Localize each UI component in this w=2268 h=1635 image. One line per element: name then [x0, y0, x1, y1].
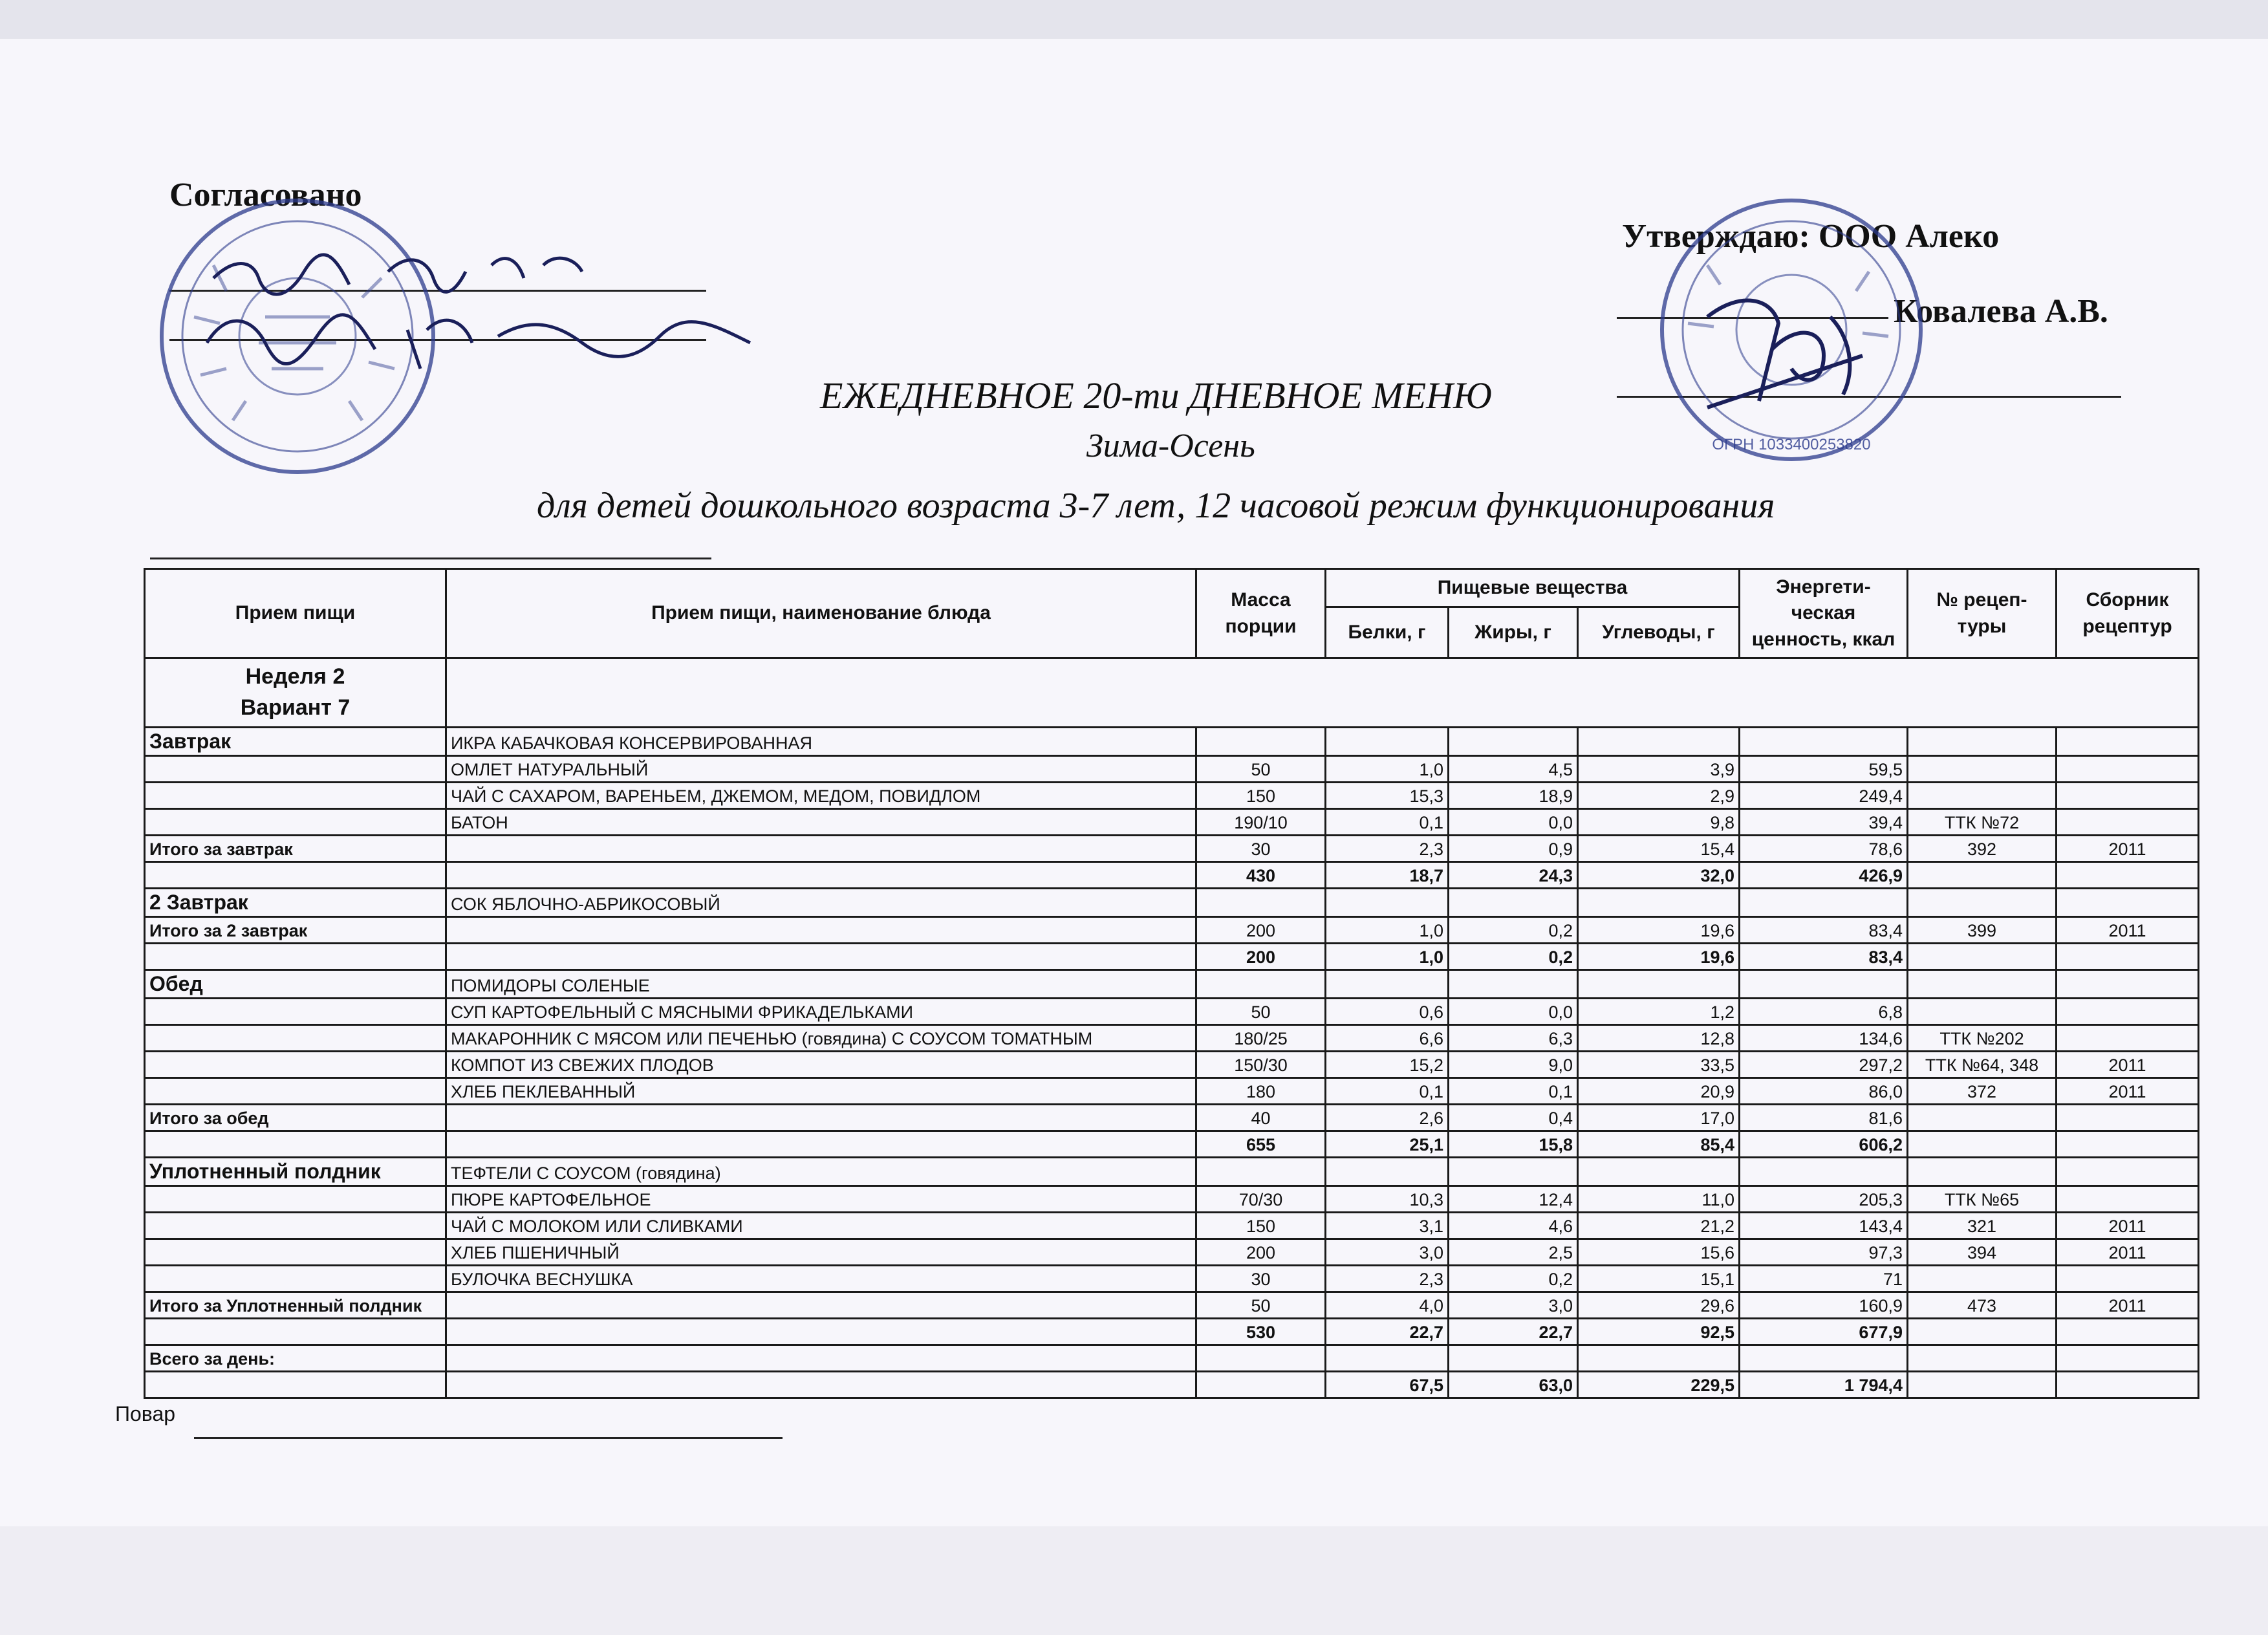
stamp-ogrn-text: ОГРН 1033400253820	[1712, 436, 1871, 453]
cell-protein: 0,1	[1326, 1078, 1449, 1105]
organization-stamp-left	[149, 188, 446, 485]
cell-mass: 150	[1196, 783, 1326, 809]
cell-carbs	[1578, 889, 1740, 917]
cell-fat	[1449, 970, 1578, 999]
cell-energy: 71	[1740, 1266, 1908, 1292]
cell-mass: 190/10	[1196, 809, 1326, 836]
table-row	[145, 728, 2199, 756]
cell-collection	[2057, 970, 2199, 999]
cell-fat: 15,8	[1449, 1131, 1578, 1158]
cell-carbs	[1578, 1158, 1740, 1186]
cell-energy: 78,6	[1740, 836, 1908, 862]
cell-energy: 59,5	[1740, 756, 1908, 783]
cell-protein: 0,6	[1326, 999, 1449, 1025]
cell-meal	[145, 1052, 446, 1078]
cell-meal: Уплотненный полдник	[145, 1158, 446, 1186]
cell-protein: 1,0	[1326, 917, 1449, 944]
cell-mass	[1196, 1158, 1326, 1186]
cell-fat	[1449, 1158, 1578, 1186]
cell-energy: 160,9	[1740, 1292, 1908, 1319]
cell-meal	[145, 862, 446, 889]
cell-recipe: ТТК №65	[1908, 1186, 2057, 1213]
cell-recipe	[1908, 944, 2057, 970]
cell-protein: 2,6	[1326, 1105, 1449, 1131]
cell-fat: 0,2	[1449, 944, 1578, 970]
cell-meal	[145, 809, 446, 836]
menu-season: Зима-Осень	[1086, 428, 1255, 464]
cell-dish: ИКРА КАБАЧКОВАЯ КОНСЕРВИРОВАННАЯ	[446, 728, 1196, 756]
cell-carbs: 2,9	[1578, 783, 1740, 809]
cell-protein: 67,5	[1326, 1372, 1449, 1398]
cell-fat: 0,2	[1449, 1266, 1578, 1292]
cell-carbs: 85,4	[1578, 1131, 1740, 1158]
cell-fat: 0,2	[1449, 917, 1578, 944]
cell-dish: ЧАЙ С САХАРОМ, ВАРЕНЬЕМ, ДЖЕМОМ, МЕДОМ, ПОВИДЛОМ	[446, 783, 1196, 809]
cell-protein: 0,1	[1326, 809, 1449, 836]
cell-dish: КОМПОТ ИЗ СВЕЖИХ ПЛОДОВ	[446, 1052, 1196, 1078]
cell-fat: 0,4	[1449, 1105, 1578, 1131]
table-row	[145, 1105, 2199, 1131]
cell-mass: 180/25	[1196, 1025, 1326, 1052]
cell-dish: БУЛОЧКА ВЕСНУШКА	[446, 1266, 1196, 1292]
table-total-row	[145, 1372, 2199, 1398]
scan-edge-bottom	[0, 1526, 2268, 1635]
cell-meal	[145, 1266, 446, 1292]
cell-energy: 6,8	[1740, 999, 1908, 1025]
cell-meal	[145, 1131, 446, 1158]
cell-energy: 1 794,4	[1740, 1372, 1908, 1398]
cell-carbs: 33,5	[1578, 1052, 1740, 1078]
header-fat: Жиры, г	[1449, 607, 1578, 658]
cell-fat: 22,7	[1449, 1319, 1578, 1345]
approval-right-line1: Утверждаю: ООО Алеко	[1622, 218, 2000, 255]
cell-protein: 25,1	[1326, 1131, 1449, 1158]
table-total-row	[145, 862, 2199, 889]
cell-meal	[145, 1372, 446, 1398]
cell-energy	[1740, 889, 1908, 917]
cell-recipe	[1908, 970, 2057, 999]
cell-collection	[2057, 1105, 2199, 1131]
cell-recipe: 392	[1908, 836, 2057, 862]
cell-dish: БАТОН	[446, 809, 1196, 836]
menu-audience: для детей дошкольного возраста 3-7 лет, 12 часовой режим функционирования	[537, 486, 1775, 526]
cell-collection	[2057, 1158, 2199, 1186]
cell-energy: 86,0	[1740, 1078, 1908, 1105]
cell-recipe	[1908, 1131, 2057, 1158]
cell-carbs	[1578, 970, 1740, 999]
cell-collection	[2057, 889, 2199, 917]
cell-carbs: 92,5	[1578, 1319, 1740, 1345]
cell-meal	[145, 1213, 446, 1239]
cell-collection: 2011	[2057, 917, 2199, 944]
cell-dish	[446, 1105, 1196, 1131]
table-row	[145, 917, 2199, 944]
cell-collection	[2057, 999, 2199, 1025]
cell-collection	[2057, 728, 2199, 756]
cell-meal: Итого за обед	[145, 1105, 446, 1131]
table-row	[145, 1239, 2199, 1266]
table-row	[145, 809, 2199, 836]
week-variant-row	[145, 658, 2199, 728]
cell-mass: 150/30	[1196, 1052, 1326, 1078]
cell-carbs: 3,9	[1578, 756, 1740, 783]
table-row	[145, 1292, 2199, 1319]
cell-dish	[446, 836, 1196, 862]
cell-mass	[1196, 889, 1326, 917]
cell-dish: ХЛЕБ ПШЕНИЧНЫЙ	[446, 1239, 1196, 1266]
cell-carbs: 12,8	[1578, 1025, 1740, 1052]
cell-meal: Завтрак	[145, 728, 446, 756]
cell-collection	[2057, 1131, 2199, 1158]
cell-collection	[2057, 1372, 2199, 1398]
signature-line-left-3	[150, 558, 711, 559]
cell-meal	[145, 944, 446, 970]
cell-recipe	[1908, 1266, 2057, 1292]
cell-recipe	[1908, 1319, 2057, 1345]
table-header-row-1	[145, 569, 2199, 607]
cell-energy: 83,4	[1740, 944, 1908, 970]
cell-recipe	[1908, 1105, 2057, 1131]
cell-fat	[1449, 889, 1578, 917]
cell-collection	[2057, 1266, 2199, 1292]
cell-mass	[1196, 1345, 1326, 1372]
cell-dish	[446, 1372, 1196, 1398]
cell-mass: 70/30	[1196, 1186, 1326, 1213]
cell-meal: Итого за Уплотненный полдник	[145, 1292, 446, 1319]
cell-protein: 1,0	[1326, 756, 1449, 783]
table-total-row	[145, 1319, 2199, 1345]
cell-recipe	[1908, 862, 2057, 889]
cell-recipe: ТТК №202	[1908, 1025, 2057, 1052]
cell-collection	[2057, 809, 2199, 836]
cell-fat: 6,3	[1449, 1025, 1578, 1052]
cell-recipe: 321	[1908, 1213, 2057, 1239]
table-row	[145, 1266, 2199, 1292]
cell-mass	[1196, 728, 1326, 756]
table-row	[145, 836, 2199, 862]
cell-collection	[2057, 783, 2199, 809]
cell-dish	[446, 917, 1196, 944]
cell-collection	[2057, 862, 2199, 889]
cell-recipe	[1908, 1158, 2057, 1186]
cell-collection: 2011	[2057, 1052, 2199, 1078]
cell-fat	[1449, 728, 1578, 756]
cell-recipe	[1908, 756, 2057, 783]
cell-protein	[1326, 728, 1449, 756]
cell-energy: 39,4	[1740, 809, 1908, 836]
cell-energy: 249,4	[1740, 783, 1908, 809]
cell-dish: ЧАЙ С МОЛОКОМ ИЛИ СЛИВКАМИ	[446, 1213, 1196, 1239]
cell-fat: 24,3	[1449, 862, 1578, 889]
cell-dish: МАКАРОННИК С МЯСОМ ИЛИ ПЕЧЕНЬЮ (говядина) С СОУСОМ ТОМАТНЫМ	[446, 1025, 1196, 1052]
header-protein: Белки, г	[1326, 607, 1449, 658]
table-row	[145, 783, 2199, 809]
cell-recipe	[1908, 1372, 2057, 1398]
cell-dish	[446, 944, 1196, 970]
cell-carbs: 32,0	[1578, 862, 1740, 889]
cell-mass: 200	[1196, 1239, 1326, 1266]
header-carbs: Углеводы, г	[1578, 607, 1740, 658]
table-total-row	[145, 944, 2199, 970]
cell-mass: 430	[1196, 862, 1326, 889]
table-row	[145, 1213, 2199, 1239]
cell-energy	[1740, 970, 1908, 999]
cell-mass	[1196, 970, 1326, 999]
cell-dish	[446, 1131, 1196, 1158]
cell-recipe	[1908, 889, 2057, 917]
cell-fat: 4,6	[1449, 1213, 1578, 1239]
cell-fat: 9,0	[1449, 1052, 1578, 1078]
cell-protein: 2,3	[1326, 1266, 1449, 1292]
table-row	[145, 889, 2199, 917]
cell-meal: Всего за день:	[145, 1345, 446, 1372]
cell-recipe	[1908, 783, 2057, 809]
cell-collection: 2011	[2057, 1078, 2199, 1105]
cell-mass: 200	[1196, 944, 1326, 970]
header-recipe: № рецеп-туры	[1908, 569, 2057, 658]
cell-carbs: 19,6	[1578, 917, 1740, 944]
scan-edge-top	[0, 0, 2268, 39]
cook-label: Повар	[115, 1402, 176, 1425]
cell-dish: ХЛЕБ ПЕКЛЕВАННЫЙ	[446, 1078, 1196, 1105]
cell-protein	[1326, 1345, 1449, 1372]
table-row	[145, 999, 2199, 1025]
cell-recipe	[1908, 728, 2057, 756]
cell-protein	[1326, 1158, 1449, 1186]
cell-energy: 297,2	[1740, 1052, 1908, 1078]
organization-stamp-right	[1649, 188, 1934, 472]
cell-energy	[1740, 1345, 1908, 1372]
cell-protein: 22,7	[1326, 1319, 1449, 1345]
cell-mass: 180	[1196, 1078, 1326, 1105]
cell-protein: 4,0	[1326, 1292, 1449, 1319]
variant-label: Вариант 7	[240, 695, 351, 720]
cell-collection	[2057, 1025, 2199, 1052]
cell-fat: 0,9	[1449, 836, 1578, 862]
cell-fat: 63,0	[1449, 1372, 1578, 1398]
cell-mass: 40	[1196, 1105, 1326, 1131]
cell-protein	[1326, 889, 1449, 917]
cell-protein: 3,0	[1326, 1239, 1449, 1266]
cell-meal	[145, 756, 446, 783]
cell-meal	[145, 1025, 446, 1052]
cell-dish: ПЮРЕ КАРТОФЕЛЬНОЕ	[446, 1186, 1196, 1213]
cell-protein: 15,3	[1326, 783, 1449, 809]
cell-meal	[145, 1186, 446, 1213]
approval-left-heading: Согласовано	[169, 177, 362, 213]
cook-signature-line	[194, 1437, 783, 1439]
cell-dish	[446, 862, 1196, 889]
cell-energy: 134,6	[1740, 1025, 1908, 1052]
cell-meal: Итого за 2 завтрак	[145, 917, 446, 944]
cell-meal: Обед	[145, 970, 446, 999]
cell-dish: ОМЛЕТ НАТУРАЛЬНЫЙ	[446, 756, 1196, 783]
cell-carbs: 20,9	[1578, 1078, 1740, 1105]
cell-mass: 200	[1196, 917, 1326, 944]
cell-energy: 81,6	[1740, 1105, 1908, 1131]
cell-fat: 4,5	[1449, 756, 1578, 783]
cell-energy: 677,9	[1740, 1319, 1908, 1345]
header-dish: Прием пищи, наименование блюда	[446, 569, 1196, 658]
table-total-row	[145, 1131, 2199, 1158]
cell-dish	[446, 1292, 1196, 1319]
cell-collection: 2011	[2057, 1292, 2199, 1319]
cell-mass	[1196, 1372, 1326, 1398]
week-variant-cell	[145, 658, 446, 728]
cell-energy: 83,4	[1740, 917, 1908, 944]
cell-recipe: ТТК №64, 348	[1908, 1052, 2057, 1078]
cell-meal	[145, 1239, 446, 1266]
cell-recipe: ТТК №72	[1908, 809, 2057, 836]
cell-mass: 50	[1196, 999, 1326, 1025]
cell-recipe: 394	[1908, 1239, 2057, 1266]
cell-mass: 655	[1196, 1131, 1326, 1158]
week-variant-spacer	[446, 658, 2199, 728]
cell-mass: 530	[1196, 1319, 1326, 1345]
cell-dish: ТЕФТЕЛИ С СОУСОМ (говядина)	[446, 1158, 1196, 1186]
cell-recipe: 372	[1908, 1078, 2057, 1105]
menu-table	[144, 568, 2199, 1399]
cell-carbs: 19,6	[1578, 944, 1740, 970]
cell-energy: 143,4	[1740, 1213, 1908, 1239]
cell-mass: 50	[1196, 1292, 1326, 1319]
cell-protein	[1326, 970, 1449, 999]
menu-title: ЕЖЕДНЕВНОЕ 20-ти ДНЕВНОЕ МЕНЮ	[820, 374, 1492, 417]
cell-meal	[145, 1319, 446, 1345]
cell-carbs	[1578, 1345, 1740, 1372]
cell-recipe: 399	[1908, 917, 2057, 944]
cell-carbs: 11,0	[1578, 1186, 1740, 1213]
approval-right-line2: Ковалева А.В.	[1894, 293, 2108, 330]
header-nutrients: Пищевые вещества	[1326, 569, 1740, 607]
table-row	[145, 1186, 2199, 1213]
cell-carbs: 9,8	[1578, 809, 1740, 836]
cell-protein: 2,3	[1326, 836, 1449, 862]
cell-fat: 2,5	[1449, 1239, 1578, 1266]
cell-energy: 426,9	[1740, 862, 1908, 889]
table-row	[145, 1158, 2199, 1186]
week-label: Неделя 2	[245, 664, 345, 689]
cell-recipe	[1908, 1345, 2057, 1372]
cell-protein: 18,7	[1326, 862, 1449, 889]
cell-fat: 12,4	[1449, 1186, 1578, 1213]
cell-collection	[2057, 944, 2199, 970]
cell-meal	[145, 999, 446, 1025]
cell-carbs: 15,1	[1578, 1266, 1740, 1292]
cell-collection: 2011	[2057, 1213, 2199, 1239]
cell-protein: 3,1	[1326, 1213, 1449, 1239]
table-row	[145, 1078, 2199, 1105]
header-meal: Прием пищи	[145, 569, 446, 658]
cell-carbs: 15,6	[1578, 1239, 1740, 1266]
cell-dish: СОК ЯБЛОЧНО-АБРИКОСОВЫЙ	[446, 889, 1196, 917]
cell-mass: 50	[1196, 756, 1326, 783]
cell-energy	[1740, 1158, 1908, 1186]
table-row	[145, 756, 2199, 783]
cell-carbs: 1,2	[1578, 999, 1740, 1025]
cell-dish	[446, 1345, 1196, 1372]
cell-protein: 15,2	[1326, 1052, 1449, 1078]
cell-carbs	[1578, 728, 1740, 756]
cell-collection: 2011	[2057, 1239, 2199, 1266]
header-collection: Сборник рецептур	[2057, 569, 2199, 658]
header-mass: Масса порции	[1196, 569, 1326, 658]
cell-meal: 2 Завтрак	[145, 889, 446, 917]
cell-meal	[145, 1078, 446, 1105]
cell-fat: 0,1	[1449, 1078, 1578, 1105]
cell-collection	[2057, 1186, 2199, 1213]
cell-protein: 1,0	[1326, 944, 1449, 970]
cell-dish: СУП КАРТОФЕЛЬНЫЙ С МЯСНЫМИ ФРИКАДЕЛЬКАМИ	[446, 999, 1196, 1025]
cell-collection	[2057, 1319, 2199, 1345]
cell-carbs: 17,0	[1578, 1105, 1740, 1131]
cell-recipe: 473	[1908, 1292, 2057, 1319]
table-row	[145, 970, 2199, 999]
table-row	[145, 1052, 2199, 1078]
cell-fat: 0,0	[1449, 809, 1578, 836]
table-row	[145, 1025, 2199, 1052]
cell-dish: ПОМИДОРЫ СОЛЕНЫЕ	[446, 970, 1196, 999]
cell-protein: 10,3	[1326, 1186, 1449, 1213]
cell-meal: Итого за завтрак	[145, 836, 446, 862]
cell-carbs: 21,2	[1578, 1213, 1740, 1239]
header-energy: Энергети-ческая ценность, ккал	[1740, 569, 1908, 658]
cell-carbs: 229,5	[1578, 1372, 1740, 1398]
cell-energy: 606,2	[1740, 1131, 1908, 1158]
cell-protein: 6,6	[1326, 1025, 1449, 1052]
cell-energy	[1740, 728, 1908, 756]
cell-mass: 30	[1196, 836, 1326, 862]
cell-carbs: 15,4	[1578, 836, 1740, 862]
cell-meal	[145, 783, 446, 809]
cell-collection	[2057, 756, 2199, 783]
cell-dish	[446, 1319, 1196, 1345]
cell-energy: 205,3	[1740, 1186, 1908, 1213]
cell-carbs: 29,6	[1578, 1292, 1740, 1319]
cell-mass: 150	[1196, 1213, 1326, 1239]
cell-collection: 2011	[2057, 836, 2199, 862]
cell-fat: 0,0	[1449, 999, 1578, 1025]
cell-fat: 18,9	[1449, 783, 1578, 809]
cell-fat: 3,0	[1449, 1292, 1578, 1319]
cell-fat	[1449, 1345, 1578, 1372]
cell-collection	[2057, 1345, 2199, 1372]
cell-mass: 30	[1196, 1266, 1326, 1292]
cell-recipe	[1908, 999, 2057, 1025]
table-row	[145, 1345, 2199, 1372]
cell-energy: 97,3	[1740, 1239, 1908, 1266]
